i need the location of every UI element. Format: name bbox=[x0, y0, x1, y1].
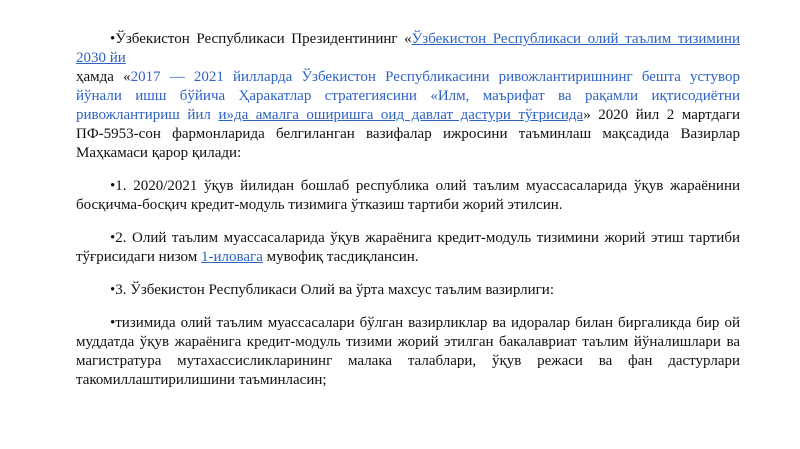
link-appendix-1[interactable]: 1-иловага bbox=[201, 249, 263, 265]
link-action-strategy-end[interactable]: и»да амалга оширишга оид давлат дастури тўғрисида bbox=[218, 107, 584, 123]
paragraph-item-2 bbox=[76, 229, 740, 267]
link-action-strategy-cont[interactable]: ишш бўйича Ҳаракатлар стратегиясини «Илм, маърифат ва рақамли иқтисодиётни ривожлантириш йил bbox=[76, 88, 740, 123]
item-2-lead-text: •2. Олий таълим муассасаларида ўқув жараёнига кредит-модуль тизимини жорий этиш тартиби тўғрисидаги низом bbox=[76, 230, 740, 265]
link-higher-education-concept[interactable]: Ўзбекистон Республикаси олий таълим тизимини 2030 йи bbox=[76, 31, 740, 66]
paragraph-item-3-sub: •тизимида олий таълим муассасалари бўлган вазирликлар ва идоралар билан биргаликда бир ой муддатда ўқув жараёнига кредит-модуль тизими жорий этилган бакалавриат таълим йўналишлари ва магистратура мутахассисликларининг малака талаблари, ўқув режаси ва фан дастурлари такомиллаштирилишини таъминласин; bbox=[76, 315, 740, 388]
paragraph-item-1: •1. 2020/2021 ўқув йилидан бошлаб республика олий таълим муассасаларида ўқув жараёнини босқичма-босқич кредит-модуль тизимига ўтказиш тартиби жорий этилсин. bbox=[76, 178, 740, 213]
item-2-rest-text: мувофиқ тасдиқлансин. bbox=[262, 249, 419, 265]
intro-lead-text: Ўзбекистон Республикаси Президентининг « bbox=[115, 31, 412, 47]
intro-rest-text: » 2020 йил 2 мартдаги ПФ-5953-сон фармонларида белгиланган вазифалар ижросини таъминлаш мақсадида Вазирлар Маҳкамаси қарор қилади: bbox=[76, 107, 741, 161]
paragraph-item-3: •3. Ўзбекистон Республикаси Олий ва ўрта махсус таълим вазирлиги: bbox=[110, 282, 554, 298]
paragraph-decree-intro bbox=[76, 30, 740, 163]
bullet: • bbox=[110, 31, 116, 47]
document-body bbox=[76, 30, 740, 404]
intro-mid-text: ҳамда « bbox=[76, 69, 131, 85]
link-action-strategy[interactable]: 2017 — 2021 йилларда Ўзбекистон Республикасини ривожлантиришнинг бешта устувор йўнали bbox=[76, 69, 740, 104]
